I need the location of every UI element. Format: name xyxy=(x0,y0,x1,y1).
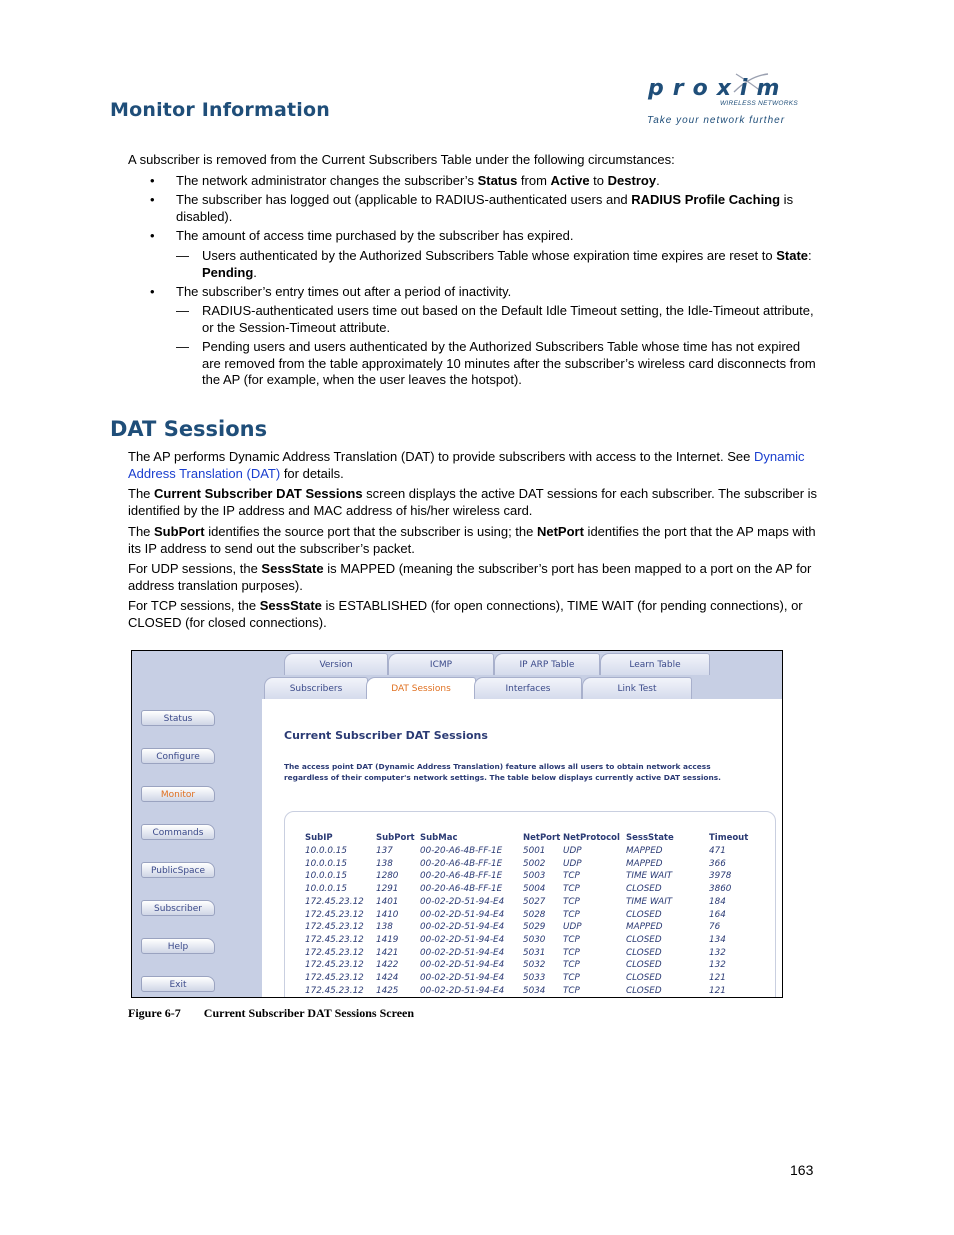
tab-subscribers[interactable]: Subscribers xyxy=(264,677,368,699)
proxim-logo xyxy=(644,70,804,130)
table-cell: 121 xyxy=(709,985,726,996)
bullet-time-expired: The amount of access time purchased by the subscriber has expired. xyxy=(176,228,574,243)
table-cell: 172.45.23.12 xyxy=(305,947,364,958)
tab-row-top xyxy=(284,653,782,675)
column-header: SubMac xyxy=(420,833,458,843)
table-cell: CLOSED xyxy=(626,947,662,958)
subbullet-reset-pending: Users authenticated by the Authorized Subscribers Table whose expiration time expires are reset to State: Pending. xyxy=(202,248,812,280)
table-cell: 132 xyxy=(709,960,726,971)
table-cell: 172.45.23.12 xyxy=(305,985,364,996)
paragraph-dat-intro: The AP performs Dynamic Address Translation (DAT) to provide subscribers with access to the Internet. See Dynamic Address Translation (DAT) for details. xyxy=(128,449,805,481)
table-cell: 5033 xyxy=(523,973,546,983)
column-header: SessState xyxy=(626,833,674,843)
tab-dat-sessions[interactable]: DAT Sessions xyxy=(366,677,476,699)
table-cell: 5028 xyxy=(523,909,546,920)
table-cell: 00-02-2D-51-94-E4 xyxy=(420,896,505,907)
column-header: NetPort xyxy=(523,833,561,843)
table-cell: 172.45.23.12 xyxy=(305,922,364,933)
table-cell: TCP xyxy=(563,896,580,907)
dash-marker: — xyxy=(176,248,189,263)
table-cell: TCP xyxy=(563,934,580,945)
table-cell: 10.0.0.15 xyxy=(305,871,347,882)
table-cell: 138 xyxy=(376,858,393,869)
table-cell: 471 xyxy=(709,846,726,856)
table-cell: 00-20-A6-4B-FF-1E xyxy=(420,884,503,895)
sidebar-status-button[interactable]: Status xyxy=(141,710,215,726)
logo-tagline: Take your network further xyxy=(647,115,786,126)
table-cell: MAPPED xyxy=(626,922,663,933)
table-cell: 5004 xyxy=(523,884,546,895)
table-cell: 1424 xyxy=(376,973,399,983)
table-cell: 10.0.0.15 xyxy=(305,858,347,869)
subbullet-radius-timeout: RADIUS-authenticated users time out based on the Default Idle Timeout setting, the Idle-Timeout attribute, or the Session-Timeout attribute. xyxy=(202,303,814,335)
tab-icmp[interactable]: ICMP xyxy=(388,653,494,675)
column-header: Timeout xyxy=(709,833,749,843)
table-cell: MAPPED xyxy=(626,846,663,856)
tab-version[interactable]: Version xyxy=(284,653,388,675)
table-cell: 00-02-2D-51-94-E4 xyxy=(420,934,505,945)
table-cell: 132 xyxy=(709,947,726,958)
table-cell: 172.45.23.12 xyxy=(305,973,364,983)
bullet-marker: • xyxy=(150,173,155,188)
bullet-marker: • xyxy=(150,228,155,243)
table-cell: 137 xyxy=(376,846,393,856)
dash-marker: — xyxy=(176,303,189,318)
table-cell: 1401 xyxy=(376,896,399,907)
table-cell: 5029 xyxy=(523,922,546,933)
table-cell: 1425 xyxy=(376,985,399,996)
table-cell: 1421 xyxy=(376,947,399,958)
logo-subtitle: WIRELESS NETWORKS xyxy=(720,100,799,107)
content-panel xyxy=(262,699,782,997)
column-header: SubIP xyxy=(305,833,333,843)
sidebar-help-button[interactable]: Help xyxy=(141,938,215,954)
table-cell: CLOSED xyxy=(626,934,662,945)
table-cell: 121 xyxy=(709,973,726,983)
table-cell: TCP xyxy=(563,960,580,971)
table-cell: TCP xyxy=(563,884,580,895)
table-cell: 10.0.0.15 xyxy=(305,884,347,895)
table-cell: TIME WAIT xyxy=(626,896,673,907)
intro-paragraph: A subscriber is removed from the Current Subscribers Table under the following circumstances: xyxy=(128,152,675,167)
tab-learn-table[interactable]: Learn Table xyxy=(600,653,710,675)
dat-link[interactable]: Dynamic Address Translation (DAT) xyxy=(128,449,805,481)
table-cell: TCP xyxy=(563,985,580,996)
table-cell: TIME WAIT xyxy=(626,871,673,882)
table-cell: 5002 xyxy=(523,858,546,869)
figure-caption: Figure 6-7 Current Subscriber DAT Sessions Screen xyxy=(128,1006,415,1020)
table-cell: TCP xyxy=(563,871,580,882)
table-cell: 00-02-2D-51-94-E4 xyxy=(420,909,505,920)
section-title: DAT Sessions xyxy=(110,417,268,441)
column-header: SubPort xyxy=(376,833,415,843)
logo-word: proxim xyxy=(648,76,789,101)
table-cell: 00-02-2D-51-94-E4 xyxy=(420,973,505,983)
tab-row-bottom xyxy=(262,677,782,699)
dash-marker: — xyxy=(176,339,189,354)
table-cell: CLOSED xyxy=(626,960,662,971)
table-cell: 164 xyxy=(709,909,726,920)
bullet-inactivity: The subscriber’s entry times out after a period of inactivity. xyxy=(176,284,512,299)
sidebar-configure-button[interactable]: Configure xyxy=(141,748,215,764)
screen-title: Current Subscriber DAT Sessions xyxy=(284,729,488,742)
table-cell: MAPPED xyxy=(626,858,663,869)
bullet-logged-out: The subscriber has logged out (applicable to RADIUS-authenticated users and RADIUS Profile Caching is disabled). xyxy=(176,192,794,224)
table-cell: 134 xyxy=(709,934,726,945)
table-cell: 00-02-2D-51-94-E4 xyxy=(420,960,505,971)
sidebar-exit-button[interactable]: Exit xyxy=(141,976,215,992)
table-cell: 1419 xyxy=(376,934,399,945)
table-cell: 5003 xyxy=(523,871,546,882)
paragraph-tcp: For TCP sessions, the SessState is ESTABLISHED (for open connections), TIME WAIT (for pending connections), or CLOSED (for closed connections). xyxy=(128,598,803,630)
table-cell: 00-02-2D-51-94-E4 xyxy=(420,922,505,933)
table-cell: 172.45.23.12 xyxy=(305,896,364,907)
tab-interfaces[interactable]: Interfaces xyxy=(474,677,582,699)
table-cell: 76 xyxy=(709,922,721,933)
table-cell: 10.0.0.15 xyxy=(305,846,347,856)
bullet-marker: • xyxy=(150,192,155,207)
table-cell: 3978 xyxy=(709,871,732,882)
table-cell: 172.45.23.12 xyxy=(305,960,364,971)
table-cell: 184 xyxy=(709,896,726,907)
column-header: NetProtocol xyxy=(563,833,620,843)
table-cell: 138 xyxy=(376,922,393,933)
sidebar-subscriber-button[interactable]: Subscriber xyxy=(141,900,215,916)
table-cell: UDP xyxy=(563,922,582,933)
table-cell: CLOSED xyxy=(626,973,662,983)
page-number: 163 xyxy=(790,1162,814,1178)
tab-ip-arp-table[interactable]: IP ARP Table xyxy=(494,653,600,675)
tab-link-test[interactable]: Link Test xyxy=(582,677,692,699)
table-cell: 5032 xyxy=(523,960,546,971)
subbullet-pending-removed: Pending users and users authenticated by the Authorized Subscribers Table whose time has not expired are removed from the table approximately 10 minutes after the subscriber’s wireless card disconnects from the AP (for example, when the user leaves the hotspot). xyxy=(202,339,816,387)
table-cell: 00-02-2D-51-94-E4 xyxy=(420,947,505,958)
table-cell: 5034 xyxy=(523,985,546,996)
table-cell: 1410 xyxy=(376,909,399,920)
table-cell: 5030 xyxy=(523,934,546,945)
table-cell: 3860 xyxy=(709,884,732,895)
bullet-marker: • xyxy=(150,284,155,299)
table-cell: 172.45.23.12 xyxy=(305,934,364,945)
paragraph-dat-screen: The Current Subscriber DAT Sessions screen displays the active DAT sessions for each subscriber. The subscriber is identified by the IP address and MAC address of his/her wireless card. xyxy=(128,486,818,518)
table-cell: 5001 xyxy=(523,846,546,856)
table-cell: TCP xyxy=(563,909,580,920)
table-cell: 00-02-2D-51-94-E4 xyxy=(420,985,505,996)
table-cell: TCP xyxy=(563,973,580,983)
table-cell: 00-20-A6-4B-FF-1E xyxy=(420,846,503,856)
paragraph-udp: For UDP sessions, the SessState is MAPPED (meaning the subscriber’s port has been mapped to a port on the AP for address translation purposes). xyxy=(128,561,812,593)
section-header: Monitor Information xyxy=(110,99,330,121)
table-cell: 172.45.23.12 xyxy=(305,909,364,920)
bullet-status-change: The network administrator changes the subscriber’s Status from Active to Destroy. xyxy=(176,173,660,188)
table-cell: 366 xyxy=(709,858,726,869)
paragraph-subport: The SubPort identifies the source port that the subscriber is using; the NetPort identifies the port that the AP maps with its IP address to send out the subscriber’s packet. xyxy=(128,524,816,556)
dat-sessions-screenshot xyxy=(131,650,783,998)
sidebar-monitor-button[interactable]: Monitor xyxy=(141,786,215,802)
sidebar-publicspace-button[interactable]: PublicSpace xyxy=(141,862,215,878)
table-cell: UDP xyxy=(563,858,582,869)
table-cell: 00-20-A6-4B-FF-1E xyxy=(420,871,503,882)
table-cell: CLOSED xyxy=(626,884,662,895)
sidebar-commands-button[interactable]: Commands xyxy=(141,824,215,840)
table-cell: TCP xyxy=(563,947,580,958)
table-cell: UDP xyxy=(563,846,582,856)
table-cell: 5027 xyxy=(523,896,546,907)
screen-description: The access point DAT (Dynamic Address Translation) feature allows all users to obtain network access regardless of their computer's network settings. The table below displays currently active DAT sessions. xyxy=(284,762,721,782)
table-cell: 5031 xyxy=(523,947,546,958)
table-cell: 00-20-A6-4B-FF-1E xyxy=(420,858,503,869)
table-cell: CLOSED xyxy=(626,909,662,920)
table-cell: 1422 xyxy=(376,960,399,971)
table-cell: CLOSED xyxy=(626,985,662,996)
table-cell: 1280 xyxy=(376,871,399,882)
table-cell: 1291 xyxy=(376,884,399,895)
